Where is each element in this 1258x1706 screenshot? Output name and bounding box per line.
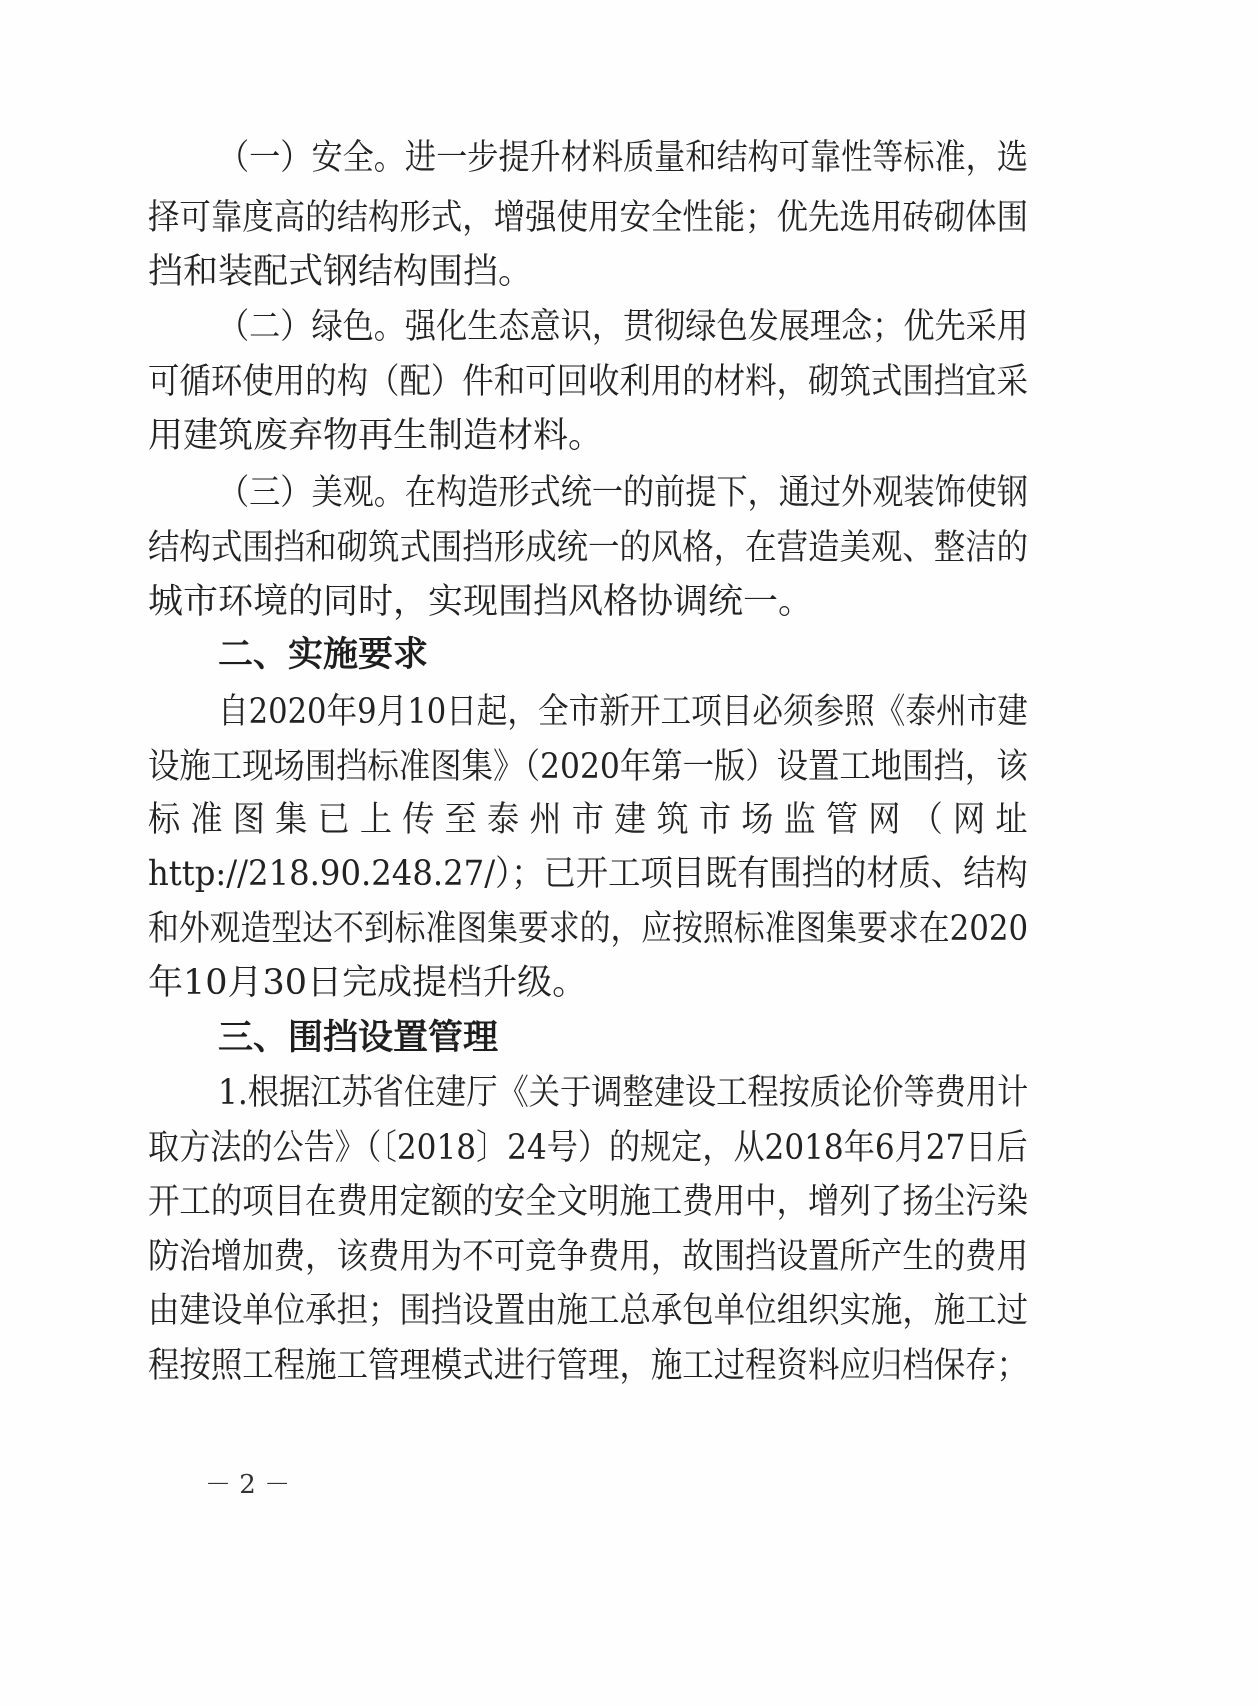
text-line: 年10月30日完成提档升级。 (148, 963, 588, 1003)
text-line: http://218.90.248.27/）；已开工项目既有围挡的材质、结构 (148, 854, 1028, 894)
text-line: 和外观造型达不到标准图集要求的，应按照标准图集要求在2020 (148, 909, 1029, 949)
text-line: 开工的项目在费用定额的安全文明施工费用中，增列了扬尘污染 (148, 1182, 1029, 1222)
text-line: 取方法的公告》（〔2018〕24号）的规定，从2018年6月27日后 (148, 1128, 1028, 1168)
section-heading: 三、围挡设置管理 (218, 1018, 499, 1058)
text-line: 标 准 图 集 已 上 传 至 泰 州 市 建 筑 市 场 监 管 网 （ 网 址 (148, 800, 1028, 840)
text-line: 防治增加费，该费用为不可竞争费用，故围挡设置所产生的费用 (148, 1237, 1029, 1277)
text-line: 择可靠度高的结构形式，增强使用安全性能；优先选用砖砌体围 (148, 198, 1029, 238)
text-line: （三）美观。在构造形式统一的前提下，通过外观装饰使钢 (218, 473, 1029, 513)
text-line: 结构式围挡和砌筑式围挡形成统一的风格，在营造美观、整洁的 (148, 528, 1029, 568)
text-line: 用建筑废弃物再生制造材料。 (148, 416, 604, 456)
section-heading: 二、实施要求 (218, 635, 429, 675)
text-line: （一）安全。进一步提升材料质量和结构可靠性等标准，选 (218, 138, 1029, 178)
text-line: 设施工现场围挡标准图集》（2020年第一版）设置工地围挡，该 (148, 747, 1028, 787)
text-line: 挡和装配式钢结构围挡。 (148, 252, 534, 292)
text-line: 1.根据江苏省住建厅《关于调整建设工程按质论价等费用计 (218, 1073, 1029, 1113)
text-line: 程按照工程施工管理模式进行管理，施工过程资料应归档保存； (148, 1346, 1029, 1386)
text-line: 自2020年9月10日起，全市新开工项目必须参照《泰州市建 (218, 692, 1028, 732)
page-number: － 2 － (205, 1470, 291, 1500)
text-line: 可循环使用的构（配）件和可回收利用的材料，砌筑式围挡宜采 (148, 362, 1029, 402)
text-line: 城市环境的同时，实现围挡风格协调统一。 (148, 582, 814, 622)
text-line: （二）绿色。强化生态意识，贯彻绿色发展理念；优先采用 (218, 307, 1029, 347)
text-line: 由建设单位承担；围挡设置由施工总承包单位组织实施，施工过 (148, 1291, 1029, 1331)
